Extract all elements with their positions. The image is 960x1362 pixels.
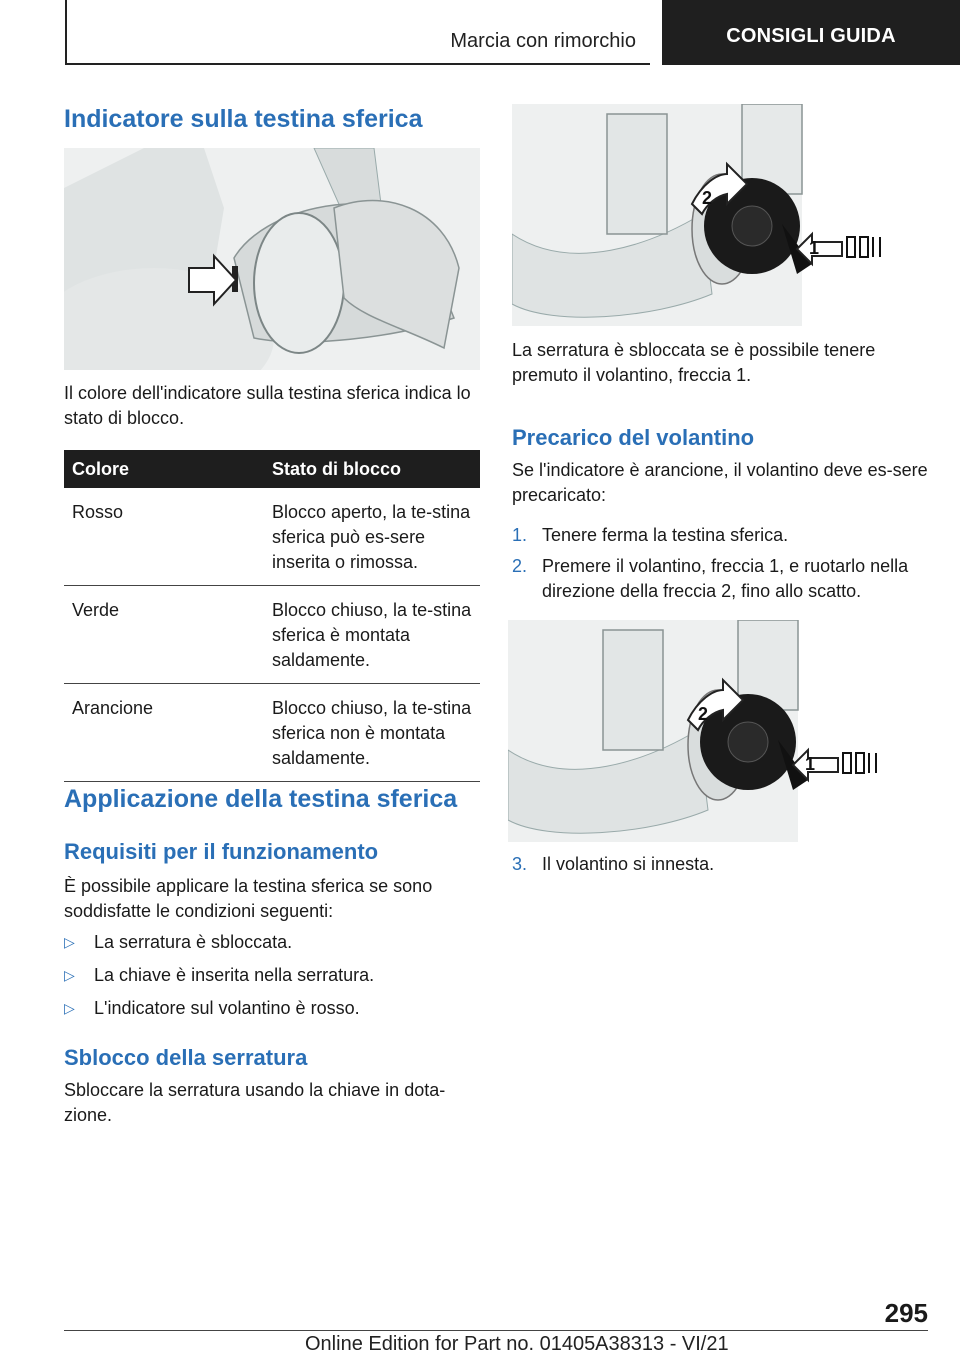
triangle-bullet-icon: ▷ (64, 967, 75, 983)
list-item-text: La serratura è sbloccata. (94, 932, 293, 952)
page-number: 295 (884, 1298, 928, 1328)
header-chapter-tab: CONSIGLI GUIDA (662, 0, 960, 65)
table-cell-stato: Blocco chiuso, la te-stina sferica è montata saldamente. (264, 586, 480, 684)
table-header-row (64, 450, 480, 488)
subtitle-requisiti: Requisiti per il funzionamento (64, 839, 379, 864)
table-header-stato: Stato di blocco (264, 450, 480, 488)
list-item (512, 523, 928, 548)
list-item (64, 930, 480, 955)
step-number: 3. (512, 854, 528, 874)
requisiti-list (64, 930, 480, 1021)
precarico-paragraph: Se l'indicatore è arancione, il volantino deve es-sere precaricato: (512, 460, 928, 505)
table-cell-colore: Verde (64, 586, 264, 684)
list-item-text: La chiave è inserita nella serratura. (94, 965, 375, 985)
requisiti-paragraph: È possibile applicare la testina sferica se sono soddisfatte le condizioni seguenti: (64, 876, 433, 921)
footer-rule (64, 1330, 928, 1331)
list-item-text: L'indicatore sul volantino è rosso. (94, 998, 360, 1018)
header-rule-bottom (65, 63, 650, 65)
triangle-bullet-icon: ▷ (64, 934, 75, 950)
table-cell-stato: Blocco aperto, la te-stina sferica può es-sere inserita o rimossa. (264, 488, 480, 586)
handwheel-illustration-2 (508, 620, 888, 842)
list-item (64, 963, 480, 988)
step-number: 2. (512, 556, 528, 576)
list-item (64, 996, 480, 1021)
table-row (64, 684, 480, 782)
precarico-steps-continued (512, 852, 928, 877)
list-item (512, 852, 928, 877)
table-header-colore: Colore (64, 450, 264, 488)
figure-handwheel-preload (508, 620, 888, 842)
step-number: 1. (512, 525, 528, 545)
precarico-steps (512, 523, 928, 604)
push-indicator-icon (847, 237, 880, 257)
subtitle-sblocco: Sblocco della serratura (64, 1045, 308, 1070)
table-cell-colore: Arancione (64, 684, 264, 782)
header-section-title: Marcia con rimorchio (450, 30, 636, 52)
step-text: Premere il volantino, freccia 1, e ruotarlo nella direzione della freccia 2, fino allo scatto. (542, 556, 909, 601)
push-indicator-icon (843, 753, 876, 773)
table-cell-stato: Blocco chiuso, la te-stina sferica non è montata saldamente. (264, 684, 480, 782)
step-text: Tenere ferma la testina sferica. (542, 525, 789, 545)
figure-handwheel-unlocked (512, 104, 892, 326)
sblocco-paragraph: Sbloccare la serratura usando la chiave in dota-zione. (64, 1080, 446, 1125)
title-applicazione: Applicazione della testina sferica (64, 785, 458, 813)
subtitle-precarico: Precarico del volantino (512, 425, 755, 450)
intro-paragraph: Il colore dell'indicatore sulla testina sferica indica lo stato di blocco. (64, 383, 471, 428)
lock-status-table (64, 450, 480, 782)
arrow-label-2: 2 (698, 704, 709, 724)
table-row (64, 586, 480, 684)
arrow-label-1: 1 (809, 238, 820, 258)
list-item (512, 554, 928, 604)
table-cell-colore: Rosso (64, 488, 264, 586)
ball-head-illustration (64, 148, 480, 370)
caption-unlocked: La serratura è sbloccata se è possibile tenere premuto il volantino, freccia 1. (512, 340, 876, 385)
table-row (64, 488, 480, 586)
step-text: Il volantino si innesta. (542, 854, 715, 874)
edition-text: Online Edition for Part no. 01405A38313 - VI/21 (305, 1333, 729, 1355)
title-indicatore: Indicatore sulla testina sferica (64, 105, 423, 133)
figure-ball-head-indicator (64, 148, 480, 370)
arrow-label-2: 2 (702, 188, 713, 208)
handwheel-illustration-1 (512, 104, 892, 326)
triangle-bullet-icon: ▷ (64, 1000, 75, 1016)
arrow-label-1: 1 (805, 754, 816, 774)
